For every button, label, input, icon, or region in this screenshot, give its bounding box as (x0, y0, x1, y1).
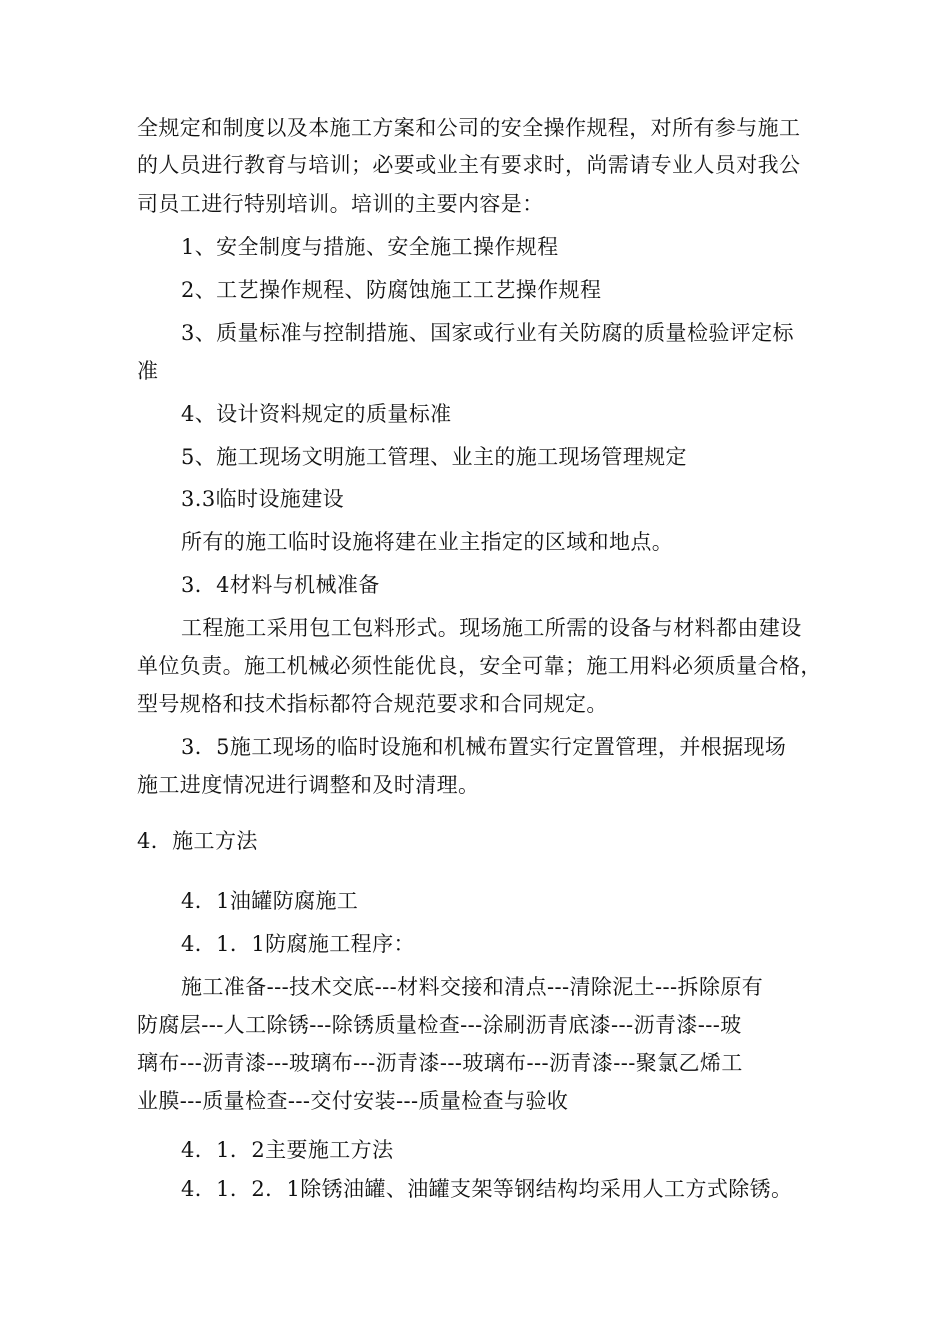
section-heading: 3．4材料与机械准备 (181, 573, 380, 597)
section-heading: 4．1．1防腐施工程序： (181, 932, 415, 956)
body-text-line: 工程施工采用包工包料形式。现场施工所需的设备与材料都由建设 (181, 616, 802, 640)
body-text-line: 防腐层---人工除锈---除锈质量检查---涂刷沥青底漆---沥青漆---玻 (137, 1013, 742, 1037)
body-text-line: 璃布---沥青漆---玻璃布---沥青漆---玻璃布---沥青漆---聚氯乙烯工 (137, 1051, 743, 1075)
body-text-line: 单位负责。施工机械必须性能优良，安全可靠；施工用料必须质量合格， (137, 654, 822, 678)
body-text-line: 司员工进行特别培训。培训的主要内容是： (137, 192, 544, 216)
body-text-line: 施工进度情况进行调整和及时清理。 (137, 773, 480, 797)
body-text-line: 所有的施工临时设施将建在业主指定的区域和地点。 (181, 530, 674, 554)
list-item: 2、工艺操作规程、防腐蚀施工工艺操作规程 (181, 278, 602, 302)
body-text-line: 施工准备---技术交底---材料交接和清点---清除泥土---拆除原有 (181, 975, 764, 999)
list-item: 5、施工现场文明施工管理、业主的施工现场管理规定 (181, 445, 687, 469)
body-text-line: 业膜---质量检查---交付安装---质量检查与验收 (137, 1089, 569, 1113)
section-heading: 3．5施工现场的临时设施和机械布置实行定置管理，并根据现场 (181, 735, 787, 759)
section-heading: 4．1．2．1除锈油罐、油罐支架等钢结构均采用人工方式除锈。 (181, 1177, 793, 1201)
section-heading: 3.3临时设施建设 (181, 487, 344, 511)
body-text-line: 的人员进行教育与培训；必要或业主有要求时，尚需请专业人员对我公 (137, 153, 801, 177)
section-heading: 4．1油罐防腐施工 (181, 889, 359, 913)
list-item-continuation: 准 (137, 359, 159, 383)
section-heading: 4．1．2主要施工方法 (181, 1138, 394, 1162)
body-text-line: 全规定和制度以及本施工方案和公司的安全操作规程，对所有参与施工 (137, 116, 801, 140)
list-item: 3、质量标准与控制措施、国家或行业有关防腐的质量检验评定标 (181, 321, 794, 345)
chapter-heading: 4．施工方法 (137, 829, 258, 853)
list-item: 4、设计资料规定的质量标准 (181, 402, 452, 426)
body-text-line: 型号规格和技术指标都符合规范要求和合同规定。 (137, 692, 608, 716)
list-item: 1、安全制度与措施、安全施工操作规程 (181, 235, 559, 259)
